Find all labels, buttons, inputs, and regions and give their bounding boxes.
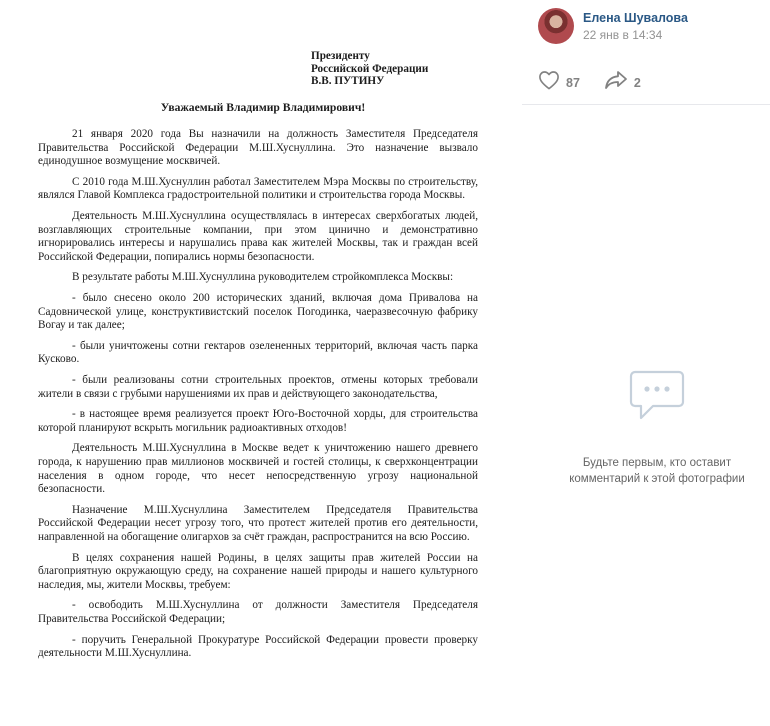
- share-count: 2: [633, 75, 641, 90]
- letter-paragraph: С 2010 года М.Ш.Хуснуллин работал Заместителем Мэра Москвы по строительству, являлся Главой Комплекса градостроительной политики и строительства города Москвы.: [38, 175, 478, 202]
- letter-greeting: Уважаемый Владимир Владимирович!: [160, 100, 366, 114]
- letter-paragraph: Назначение М.Ш.Хуснуллина Заместителем Председателя Правительства Российской Федерации несет угрозу того, что протест жителей против его деятельности, направленной на обогащение олигархов за счёт граждан, распространится на всю Россию.: [38, 503, 478, 543]
- comments-empty-text: [522, 443, 770, 487]
- post-timestamp[interactable]: 22 янв в 14:34: [583, 28, 663, 42]
- letter-paragraph: 21 января 2020 года Вы назначили на должность Заместителя Председателя Правительства Российской Федерации М.Ш.Хуснуллина. Это назначение вызвало единодушное возмущение москвичей.: [38, 128, 478, 168]
- share-button[interactable]: [604, 70, 641, 95]
- author-name-link[interactable]: Елена Шувалова: [583, 11, 688, 25]
- addressee-line: Президенту: [311, 50, 370, 62]
- letter-document: [38, 50, 478, 668]
- author-meta: [583, 8, 688, 44]
- comment-bubble-icon: [522, 370, 770, 427]
- letter-list-item: - было снесено около 200 исторических зданий, включая дома Привалова на Садовнической улице, конструктивистский поселок Погодинка, чаеразвесочную фабрику Bогау и так далее;: [38, 292, 478, 332]
- post-author: [538, 8, 688, 44]
- empty-text-line: Будьте первым, кто оставит: [582, 457, 732, 469]
- heart-icon: [538, 70, 560, 95]
- letter-list-item: - поручить Генеральной Прокуратуре Российской Федерации провести проверку деятельности М.Ш.Хуснуллина.: [38, 633, 478, 660]
- avatar[interactable]: [538, 8, 574, 44]
- letter-paragraph: Деятельность М.Ш.Хуснуллина в Москве ведет к уничтожению нашего древнего города, к нарушению прав миллионов москвичей и гостей столицы, к сверхконцентрации населения в одном городе, что несет непосредственную угрозу национальной безопасности.: [38, 442, 478, 496]
- photo-sidebar: [522, 0, 770, 726]
- letter-paragraph: В результате работы М.Ш.Хуснуллина руководителем стройкомплекса Москвы:: [72, 271, 454, 284]
- letter-list-item: - были реализованы сотни строительных проектов, отмены которых требовали жители в связи с грубыми нарушениями их прав и действующего законодательства,: [38, 374, 478, 400]
- empty-text-line: комментарий к этой фотографии: [569, 473, 745, 485]
- like-count: 87: [566, 75, 580, 90]
- comments-empty-state: [522, 370, 770, 487]
- letter-paragraph: В целях сохранения нашей Родины, в целях защиты прав жителей России на благоприятную окружающую среду, на сохранение нашей природы и нашего культурного наследия, мы, жители Москвы, требуем:: [38, 551, 478, 591]
- letter-paragraph: Деятельность М.Ш.Хуснуллина осуществлялась в интересах сверхбогатых людей, возглавляющих строительные компании, при этом цинично и демонстративно игнорировались интересы и нарушались права как жителей Москвы, так и граждан всей Российской Федерации, попирались нормы безопасности.: [38, 210, 478, 263]
- letter-list-item: - в настоящее время реализуется проект Юго-Восточной хорды, для строительства которой планируют вскрыть могильник радиоактивных отходов!: [38, 408, 478, 434]
- addressee-line: Российской Федерации: [311, 62, 429, 75]
- post-actions: [538, 70, 665, 95]
- letter-list-item: - были уничтожены сотни гектаров озелененных территорий, включая часть парка Кусково.: [38, 339, 478, 366]
- like-button[interactable]: [538, 70, 580, 95]
- divider: [522, 104, 770, 105]
- letter-list-item: - освободить М.Ш.Хуснуллина от должности Заместителя Председателя Правительства Российской Федерации;: [38, 599, 478, 625]
- share-arrow-icon: [604, 70, 628, 95]
- letter-addressee: [311, 50, 478, 88]
- addressee-line: В.В. ПУТИНУ: [311, 75, 385, 87]
